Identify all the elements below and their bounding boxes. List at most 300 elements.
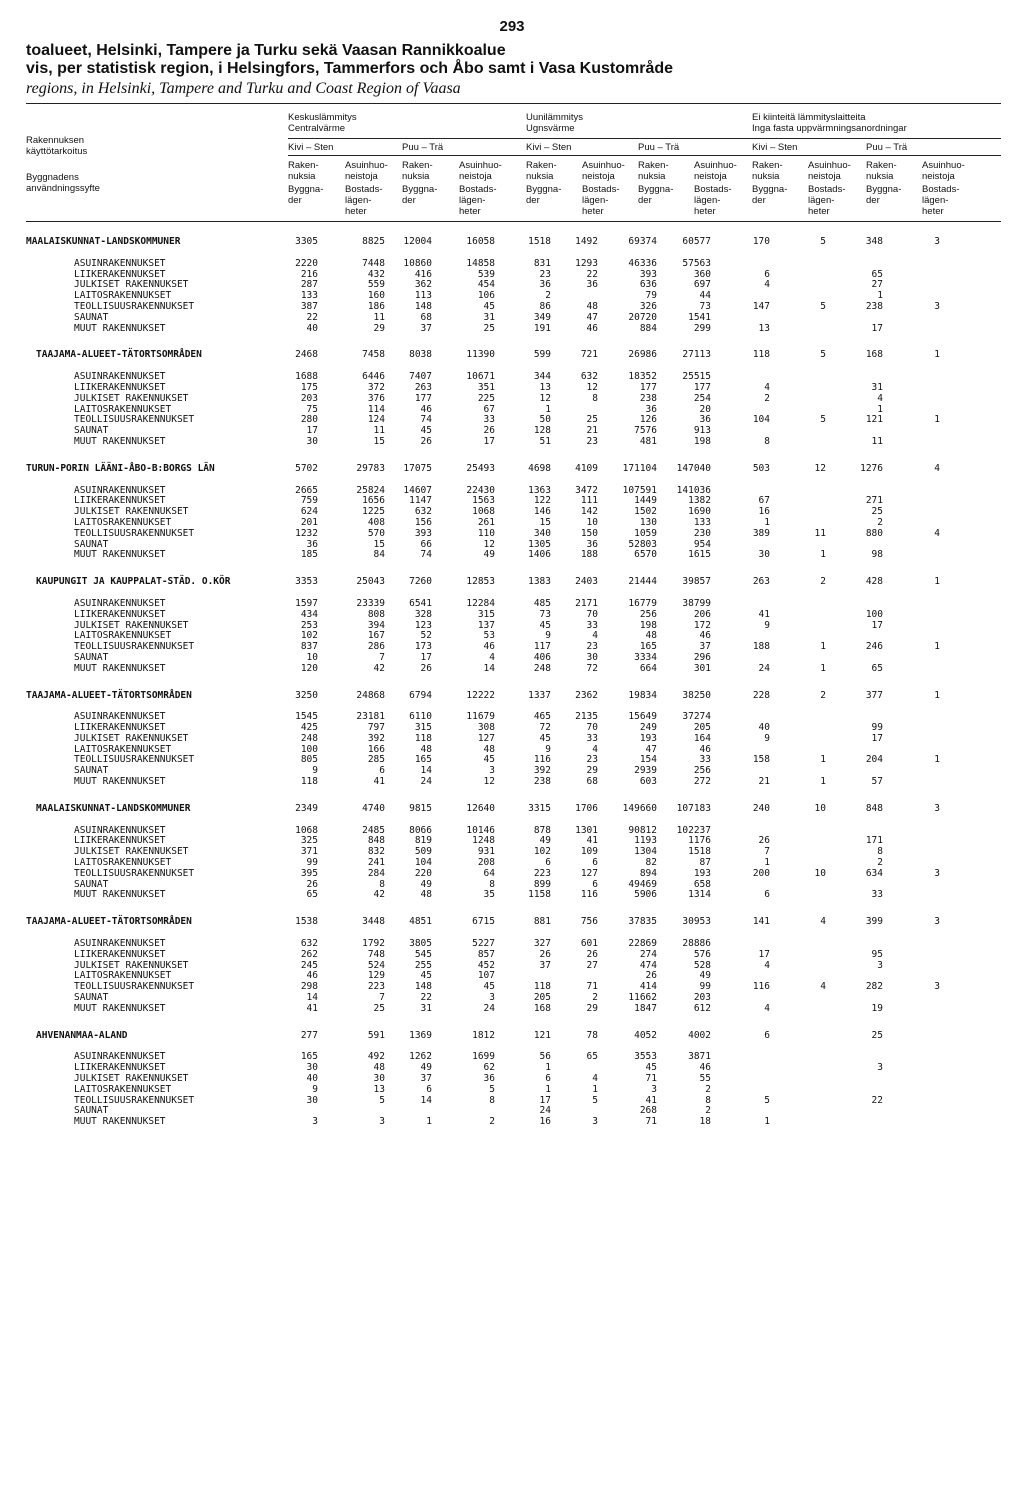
table-cell: 118 <box>533 981 551 993</box>
table-cell: 29 <box>373 322 385 334</box>
table-cell: 1193 <box>634 835 657 847</box>
table-cell: 8 <box>705 1094 711 1106</box>
section-title: TURUN-PORIN LÄÄNI-ÅBO-B:BORGS LÄN <box>26 462 215 474</box>
table-cell: 100 <box>300 743 318 755</box>
row-label: SAUNAT <box>74 651 109 663</box>
col-header-dwellings-fi: Asuinhuo- neistoja <box>345 160 388 182</box>
table-cell: 6 <box>545 1073 551 1085</box>
table-cell: 20 <box>699 403 711 415</box>
data-table <box>0 235 1024 1128</box>
table-cell: 48 <box>645 630 657 642</box>
table-cell: 17 <box>871 619 883 631</box>
table-cell: 248 <box>300 732 318 744</box>
table-cell: 25 <box>373 1002 385 1014</box>
row-label: LIIKERAKENNUKSET <box>74 722 166 734</box>
table-cell: 756 <box>580 916 598 928</box>
table-cell: 371 <box>300 846 318 858</box>
table-cell: 11679 <box>466 711 495 723</box>
table-cell: 16058 <box>466 236 495 247</box>
table-cell: 4 <box>592 1073 598 1085</box>
table-cell: 107183 <box>676 802 711 814</box>
table-cell: 22 <box>420 992 432 1004</box>
table-cell: 10 <box>814 867 826 879</box>
table-cell: 72 <box>539 722 551 734</box>
row-label: ASUINRAKENNUKSET <box>74 938 166 950</box>
table-cell: 2485 <box>362 824 385 836</box>
table-cell: 913 <box>693 425 711 437</box>
table-cell: 173 <box>414 641 432 653</box>
table-cell: 624 <box>300 506 318 518</box>
table-cell: 1 <box>545 1083 551 1095</box>
table-cell: 99 <box>306 857 318 869</box>
table-cell: 107591 <box>622 484 657 496</box>
table-cell: 12222 <box>466 689 495 701</box>
table-cell: 21 <box>586 425 598 437</box>
table-cell: 601 <box>580 938 598 950</box>
table-cell: 41 <box>586 835 598 847</box>
table-cell: 17 <box>483 435 495 447</box>
table-cell: 22 <box>306 311 318 323</box>
table-cell: 894 <box>639 867 657 879</box>
table-cell: 12 <box>814 462 826 474</box>
table-cell: 721 <box>580 349 598 361</box>
table-cell: 55 <box>699 1073 711 1085</box>
table-cell: 46 <box>306 970 318 982</box>
table-cell: 274 <box>639 948 657 960</box>
table-cell: 200 <box>752 867 770 879</box>
table-cell: 65 <box>306 889 318 901</box>
section-title: MAALAISKUNNAT-LANDSKOMMUNER <box>26 236 181 247</box>
table-cell: 25 <box>871 506 883 518</box>
table-cell: 118 <box>300 776 318 788</box>
table-cell: 10 <box>306 651 318 663</box>
table-cell: 808 <box>367 608 385 620</box>
table-cell: 171 <box>865 835 883 847</box>
table-cell: 64 <box>483 867 495 879</box>
table-cell: 296 <box>693 651 711 663</box>
table-cell: 632 <box>580 371 598 383</box>
row-label: LAITOSRAKENNUKSET <box>74 630 172 642</box>
table-cell: 395 <box>300 867 318 879</box>
table-cell: 49 <box>420 1062 432 1074</box>
table-cell: 1541 <box>688 311 711 323</box>
table-cell: 17075 <box>403 462 432 474</box>
title-line-3: regions, in Helsinki, Tampere and Turku and Coast Region of Vaasa <box>26 80 461 97</box>
row-label: LAITOSRAKENNUKSET <box>74 403 172 415</box>
table-cell: 837 <box>300 641 318 653</box>
row-label: TEOLLISUUSRAKENNUKSET <box>74 867 195 879</box>
table-cell: 36 <box>586 538 598 550</box>
table-cell: 238 <box>533 776 551 788</box>
table-cell: 24 <box>758 662 770 674</box>
table-cell: 284 <box>367 867 385 879</box>
table-row <box>0 437 1024 448</box>
table-cell: 7407 <box>409 371 432 383</box>
table-cell: 1502 <box>634 506 657 518</box>
table-cell: 26 <box>645 970 657 982</box>
row-label: MUUT RAKENNUKSET <box>74 662 166 674</box>
table-cell: 240 <box>752 802 770 814</box>
row-label: JULKISET RAKENNUKSET <box>74 732 189 744</box>
table-cell: 206 <box>693 608 711 620</box>
table-cell: 30 <box>373 1073 385 1085</box>
table-cell: 156 <box>414 516 432 528</box>
table-cell: 1449 <box>634 495 657 507</box>
table-cell: 393 <box>414 527 432 539</box>
table-cell: 1518 <box>528 236 551 247</box>
table-cell: 1688 <box>295 371 318 383</box>
table-cell: 10860 <box>403 257 432 269</box>
table-cell: 1690 <box>688 506 711 518</box>
table-cell: 37 <box>420 1073 432 1085</box>
group-none-sv: Inga fasta uppvärmningsanordningar <box>752 123 907 134</box>
table-cell: 263 <box>752 576 770 588</box>
table-cell: 6 <box>764 268 770 280</box>
table-cell: 223 <box>533 867 551 879</box>
table-cell: 8 <box>877 846 883 858</box>
table-cell: 225 <box>477 392 495 404</box>
table-cell: 12853 <box>466 576 495 588</box>
table-cell: 141 <box>752 916 770 928</box>
table-cell: 11662 <box>628 992 657 1004</box>
table-row <box>0 777 1024 788</box>
table-cell: 559 <box>367 279 385 291</box>
table-row <box>0 302 1024 313</box>
table-cell: 37 <box>420 322 432 334</box>
table-cell: 272 <box>693 776 711 788</box>
section-total-row <box>0 577 1024 588</box>
table-cell: 57 <box>871 776 883 788</box>
table-cell: 697 <box>693 279 711 291</box>
table-cell: 72 <box>586 662 598 674</box>
table-cell: 165 <box>414 754 432 766</box>
row-label: JULKISET RAKENNUKSET <box>74 619 189 631</box>
table-cell: 1 <box>934 754 940 766</box>
table-cell: 1383 <box>528 576 551 588</box>
table-cell: 23 <box>586 754 598 766</box>
table-cell: 127 <box>477 732 495 744</box>
table-cell: 271 <box>865 495 883 507</box>
table-cell: 848 <box>367 835 385 847</box>
table-cell: 46 <box>699 1062 711 1074</box>
table-cell: 931 <box>477 846 495 858</box>
table-cell: 36 <box>539 279 551 291</box>
table-cell: 150 <box>580 527 598 539</box>
title-line-2: vis, per statistisk region, i Helsingfors, Tammerfors och Åbo samt i Vasa Kustområde <box>26 60 674 77</box>
table-cell: 203 <box>300 392 318 404</box>
table-cell: 2 <box>545 290 551 302</box>
table-cell: 8038 <box>409 349 432 361</box>
table-cell: 128 <box>533 425 551 437</box>
table-cell: 24868 <box>356 689 385 701</box>
table-cell: 67 <box>483 403 495 415</box>
section-title: TAAJAMA-ALUEET-TÄTORTSOMRÅDEN <box>26 689 192 701</box>
row-label: TEOLLISUUSRAKENNUKSET <box>74 527 195 539</box>
table-cell: 351 <box>477 381 495 393</box>
table-cell: 408 <box>367 516 385 528</box>
col-header-dwellings-sv: Bostads- lägen- heter <box>345 184 383 217</box>
table-cell: 287 <box>300 279 318 291</box>
table-cell: 25 <box>483 322 495 334</box>
material-stone-2: Kivi – Sten <box>526 142 572 153</box>
table-cell: 186 <box>367 300 385 312</box>
table-cell: 1068 <box>295 824 318 836</box>
col-header-dwellings-fi: Asuinhuo- neistoja <box>808 160 851 182</box>
material-wood-2: Puu – Trä <box>638 142 680 153</box>
section-spacer <box>0 448 1024 462</box>
row-label: JULKISET RAKENNUKSET <box>74 392 189 404</box>
table-cell: 1 <box>820 662 826 674</box>
table-cell: 137 <box>477 619 495 631</box>
table-cell: 149660 <box>622 802 657 814</box>
table-cell: 8 <box>489 1094 495 1106</box>
table-cell: 485 <box>533 597 551 609</box>
table-cell: 188 <box>580 549 598 561</box>
table-cell: 23339 <box>356 597 385 609</box>
table-cell: 45 <box>645 1062 657 1074</box>
table-cell: 3 <box>312 1116 318 1128</box>
table-cell: 2362 <box>575 689 598 701</box>
table-cell: 261 <box>477 516 495 528</box>
table-cell: 1262 <box>409 1051 432 1063</box>
table-cell: 99 <box>871 722 883 734</box>
table-cell: 4 <box>764 1002 770 1014</box>
table-cell: 22430 <box>466 484 495 496</box>
row-label: SAUNAT <box>74 425 109 437</box>
row-label: TEOLLISUUSRAKENNUKSET <box>74 414 195 426</box>
table-cell: 1225 <box>362 506 385 518</box>
table-cell: 148 <box>414 981 432 993</box>
table-cell: 22 <box>586 268 598 280</box>
table-cell: 78 <box>586 1029 598 1041</box>
table-cell: 167 <box>367 630 385 642</box>
table-cell: 1 <box>934 576 940 588</box>
table-cell: 11 <box>814 527 826 539</box>
table-cell: 503 <box>752 462 770 474</box>
table-cell: 130 <box>639 516 657 528</box>
group-central-fi: Keskuslämmitys <box>288 112 357 123</box>
table-cell: 4 <box>592 630 598 642</box>
table-cell: 299 <box>693 322 711 334</box>
table-cell: 29 <box>586 765 598 777</box>
table-cell: 24 <box>420 776 432 788</box>
table-cell: 6 <box>545 857 551 869</box>
table-cell: 41 <box>306 1002 318 1014</box>
table-row <box>0 982 1024 993</box>
table-cell: 280 <box>300 414 318 426</box>
table-row <box>0 642 1024 653</box>
table-cell: 99 <box>699 981 711 993</box>
table-cell: 9 <box>312 1083 318 1095</box>
table-cell: 4698 <box>528 462 551 474</box>
table-cell: 6 <box>592 878 598 890</box>
table-cell: 12 <box>483 776 495 788</box>
table-cell: 25515 <box>682 371 711 383</box>
table-cell: 123 <box>414 619 432 631</box>
table-cell: 3871 <box>688 1051 711 1063</box>
row-label: LAITOSRAKENNUKSET <box>74 1083 172 1095</box>
table-cell: 70 <box>586 722 598 734</box>
row-label: MUUT RAKENNUKSET <box>74 1116 166 1128</box>
table-cell: 122 <box>533 495 551 507</box>
table-cell: 3805 <box>409 938 432 950</box>
group-rule <box>288 138 1001 139</box>
col-header-buildings-fi: Raken- nuksia <box>866 160 897 182</box>
table-cell: 14 <box>483 662 495 674</box>
table-cell: 282 <box>865 981 883 993</box>
table-cell: 164 <box>693 732 711 744</box>
table-cell: 7576 <box>634 425 657 437</box>
table-cell: 454 <box>477 279 495 291</box>
table-cell: 228 <box>752 689 770 701</box>
table-cell: 5702 <box>295 462 318 474</box>
table-cell: 116 <box>580 889 598 901</box>
table-cell: 13 <box>539 381 551 393</box>
table-cell: 12640 <box>466 802 495 814</box>
table-cell: 142 <box>580 506 598 518</box>
table-cell: 17 <box>420 651 432 663</box>
table-cell: 1 <box>592 1083 598 1095</box>
table-cell: 428 <box>865 576 883 588</box>
row-label: MUUT RAKENNUKSET <box>74 435 166 447</box>
table-cell: 632 <box>300 938 318 950</box>
table-cell: 26 <box>539 948 551 960</box>
table-cell: 5 <box>489 1083 495 1095</box>
row-label: LIIKERAKENNUKSET <box>74 948 166 960</box>
group-central-sv: Centralvärme <box>288 123 346 134</box>
table-cell: 18 <box>699 1116 711 1128</box>
row-label: MUUT RAKENNUKSET <box>74 889 166 901</box>
table-cell: 406 <box>533 651 551 663</box>
table-cell: 392 <box>533 765 551 777</box>
table-cell: 1 <box>820 641 826 653</box>
table-cell: 5 <box>764 1094 770 1106</box>
table-cell: 46 <box>699 630 711 642</box>
row-label: JULKISET RAKENNUKSET <box>74 506 189 518</box>
table-cell: 141036 <box>676 484 711 496</box>
table-cell: 188 <box>752 641 770 653</box>
table-cell: 2468 <box>295 349 318 361</box>
table-cell: 285 <box>367 754 385 766</box>
table-cell: 40 <box>758 722 770 734</box>
table-cell: 121 <box>533 1029 551 1041</box>
col-header-buildings-fi: Raken- nuksia <box>402 160 433 182</box>
table-cell: 100 <box>865 608 883 620</box>
table-row <box>0 1117 1024 1128</box>
table-row <box>0 1085 1024 1096</box>
table-cell: 277 <box>300 1029 318 1041</box>
table-cell: 591 <box>367 1029 385 1041</box>
table-cell: 15649 <box>628 711 657 723</box>
material-rule <box>288 155 1001 156</box>
table-cell: 3334 <box>634 651 657 663</box>
table-cell: 524 <box>367 959 385 971</box>
table-cell: 7260 <box>409 576 432 588</box>
table-cell: 26 <box>420 435 432 447</box>
table-cell: 425 <box>300 722 318 734</box>
table-cell: 27 <box>586 959 598 971</box>
table-cell: 3472 <box>575 484 598 496</box>
row-label: TEOLLISUUSRAKENNUKSET <box>74 641 195 653</box>
table-cell: 22 <box>871 1094 883 1106</box>
table-cell: 349 <box>533 311 551 323</box>
row-label: LIIKERAKENNUKSET <box>74 381 166 393</box>
table-cell: 201 <box>300 516 318 528</box>
table-cell: 71 <box>645 1116 657 1128</box>
table-cell: 203 <box>693 992 711 1004</box>
row-label: SAUNAT <box>74 311 109 323</box>
table-cell: 26 <box>306 878 318 890</box>
table-cell: 256 <box>639 608 657 620</box>
material-stone-1: Kivi – Sten <box>288 142 334 153</box>
table-cell: 570 <box>367 527 385 539</box>
table-cell: 87 <box>699 857 711 869</box>
table-cell: 14858 <box>466 257 495 269</box>
table-cell: 14 <box>306 992 318 1004</box>
table-cell: 881 <box>533 916 551 928</box>
table-cell: 245 <box>300 959 318 971</box>
table-cell: 1158 <box>528 889 551 901</box>
section-spacer <box>0 901 1024 915</box>
table-cell: 1 <box>426 1116 432 1128</box>
table-cell: 42 <box>373 889 385 901</box>
table-cell: 1 <box>764 857 770 869</box>
table-cell: 154 <box>639 754 657 766</box>
row-label: ASUINRAKENNUKSET <box>74 371 166 383</box>
table-cell: 1305 <box>528 538 551 550</box>
table-cell: 116 <box>752 981 770 993</box>
table-cell: 1276 <box>860 462 883 474</box>
table-cell: 33 <box>586 732 598 744</box>
table-cell: 878 <box>533 824 551 836</box>
table-cell: 1293 <box>575 257 598 269</box>
table-row <box>0 664 1024 675</box>
table-cell: 1 <box>934 414 940 426</box>
table-cell: 11 <box>373 311 385 323</box>
table-cell: 45 <box>483 754 495 766</box>
table-cell: 11390 <box>466 349 495 361</box>
table-cell: 5 <box>592 1094 598 1106</box>
table-cell: 539 <box>477 268 495 280</box>
table-cell: 27 <box>871 279 883 291</box>
table-cell: 545 <box>414 948 432 960</box>
table-cell: 16779 <box>628 597 657 609</box>
col-header-buildings-sv: Byggna- der <box>402 184 438 206</box>
table-cell: 20720 <box>628 311 657 323</box>
table-cell: 3 <box>651 1083 657 1095</box>
table-cell: 392 <box>367 732 385 744</box>
table-cell: 204 <box>865 754 883 766</box>
table-row <box>0 550 1024 561</box>
table-cell: 2 <box>764 392 770 404</box>
row-label: JULKISET RAKENNUKSET <box>74 959 189 971</box>
table-cell: 19 <box>871 1002 883 1014</box>
section-spacer <box>0 788 1024 802</box>
section-total-row <box>0 1031 1024 1042</box>
table-cell: 2 <box>820 689 826 701</box>
table-cell: 759 <box>300 495 318 507</box>
table-cell: 29783 <box>356 462 385 474</box>
table-cell: 52803 <box>628 538 657 550</box>
table-cell: 75 <box>306 403 318 415</box>
table-cell: 68 <box>420 311 432 323</box>
table-cell: 1 <box>877 403 883 415</box>
table-cell: 954 <box>693 538 711 550</box>
col-header-dwellings-sv: Bostads- lägen- heter <box>808 184 846 217</box>
table-cell: 23 <box>586 435 598 447</box>
table-cell: 3305 <box>295 236 318 247</box>
section-title: AHVENANMAA-ALAND <box>36 1029 128 1041</box>
